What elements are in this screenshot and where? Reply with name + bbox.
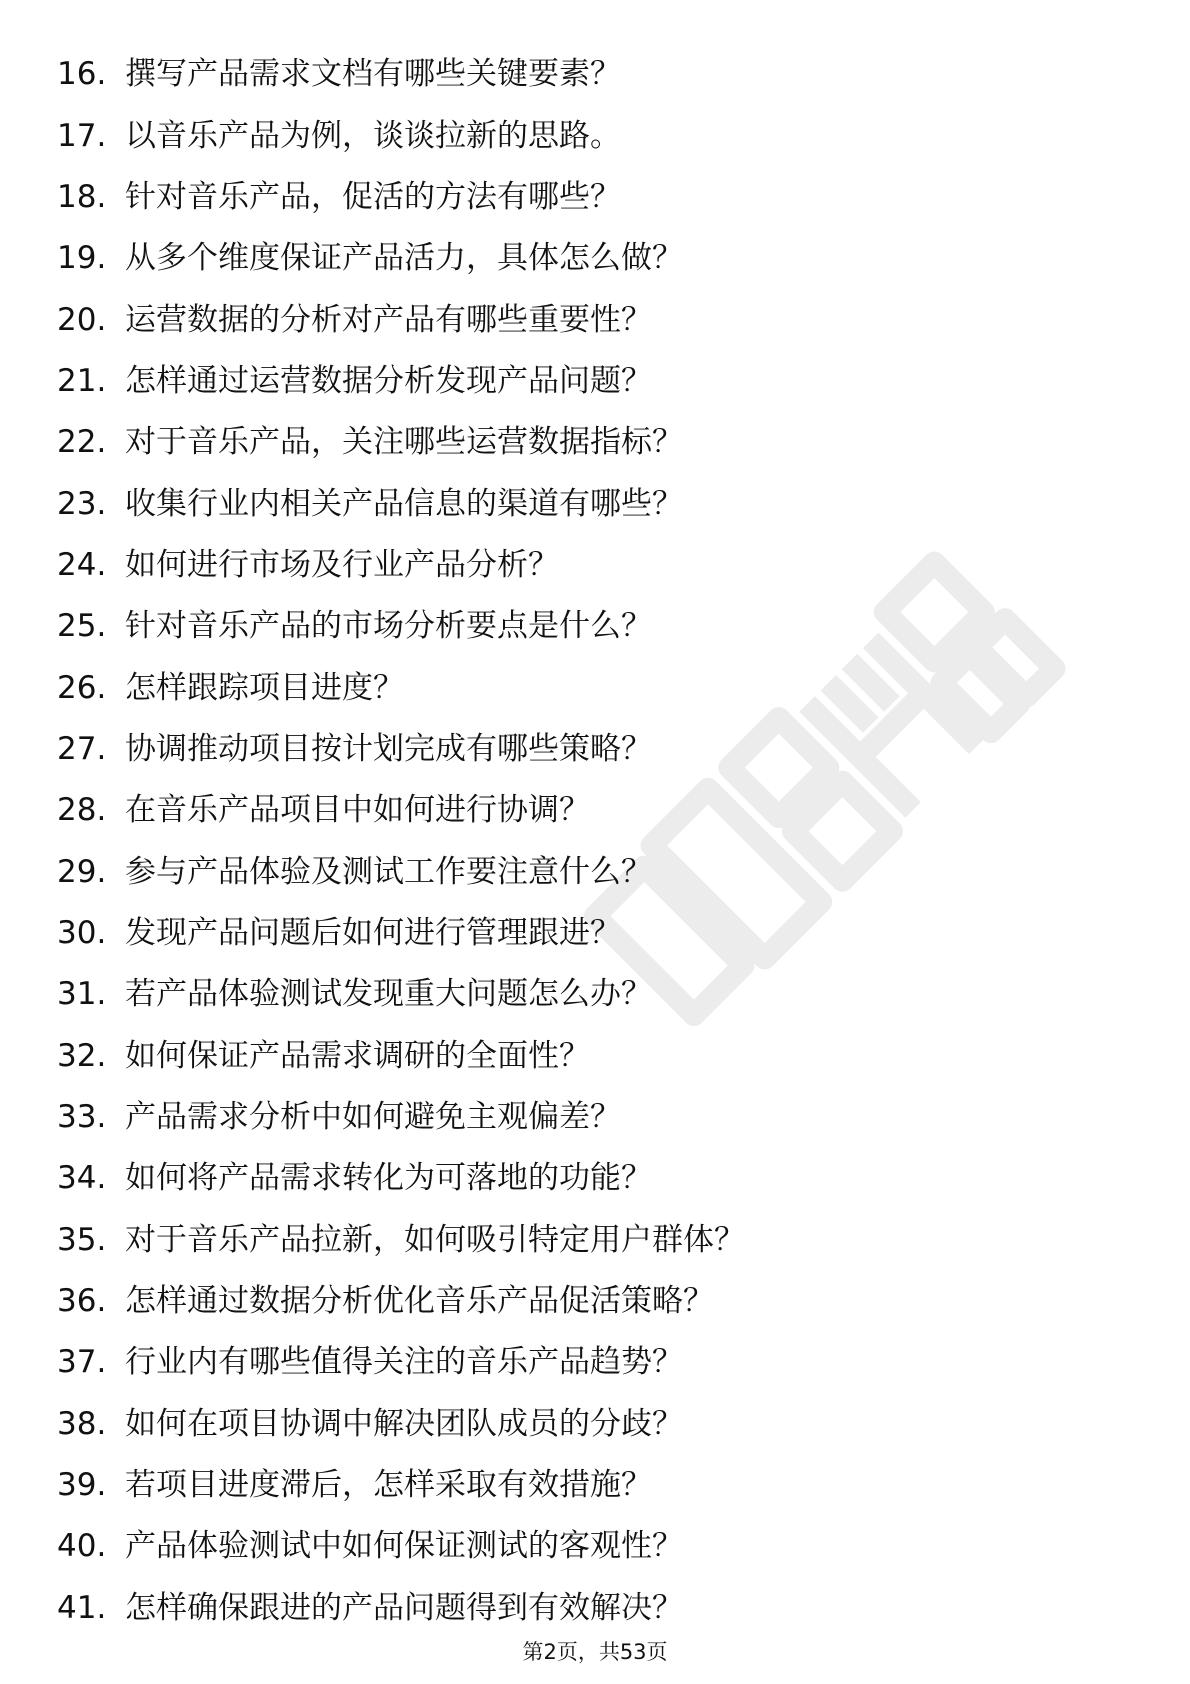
question-text: 收集行业内相关产品信息的渠道有哪些？ [125, 485, 683, 522]
question-number: 38. [57, 1405, 107, 1442]
question-item [57, 351, 1137, 412]
question-text: 如何将产品需求转化为可落地的功能？ [125, 1160, 652, 1197]
question-text: 对于音乐产品拉新，如何吸引特定用户群体？ [125, 1221, 745, 1258]
question-item [57, 412, 1137, 473]
question-item [57, 1332, 1137, 1393]
question-item [57, 105, 1137, 166]
question-number: 40. [57, 1528, 107, 1565]
question-text: 参与产品体验及测试工作要注意什么？ [125, 853, 652, 890]
question-number: 17. [57, 117, 107, 154]
question-text: 从多个维度保证产品活力，具体怎么做？ [125, 240, 683, 277]
question-item [57, 657, 1137, 718]
question-item [57, 1148, 1137, 1209]
question-text: 撰写产品需求文档有哪些关键要素？ [125, 56, 621, 93]
question-text: 协调推动项目按计划完成有哪些策略？ [125, 730, 652, 767]
question-item [57, 719, 1137, 780]
question-item [57, 780, 1137, 841]
question-text: 在音乐产品项目中如何进行协调？ [125, 792, 590, 829]
question-text: 产品需求分析中如何避免主观偏差？ [125, 1099, 621, 1136]
question-item [57, 1394, 1137, 1455]
question-item [57, 167, 1137, 228]
question-text: 以音乐产品为例，谈谈拉新的思路。 [125, 117, 621, 154]
question-number: 22. [57, 424, 107, 461]
question-number: 31. [57, 976, 107, 1013]
question-text: 如何保证产品需求调研的全面性？ [125, 1037, 590, 1074]
question-item [57, 473, 1137, 534]
question-number: 21. [57, 362, 107, 399]
question-number: 26. [57, 669, 107, 706]
question-number: 32. [57, 1037, 107, 1074]
question-number: 16. [57, 56, 107, 93]
question-number: 29. [57, 853, 107, 890]
question-item [57, 535, 1137, 596]
question-text: 对于音乐产品，关注哪些运营数据指标？ [125, 424, 683, 461]
question-item [57, 1578, 1137, 1639]
question-number: 27. [57, 730, 107, 767]
question-item [57, 1455, 1137, 1516]
question-number: 39. [57, 1467, 107, 1504]
question-number: 30. [57, 914, 107, 951]
question-number: 35. [57, 1221, 107, 1258]
question-item [57, 1210, 1137, 1271]
question-text: 如何进行市场及行业产品分析？ [125, 546, 559, 583]
question-item [57, 44, 1137, 105]
question-list [57, 44, 1137, 1639]
question-text: 若产品体验测试发现重大问题怎么办？ [125, 976, 652, 1013]
question-text: 行业内有哪些值得关注的音乐产品趋势？ [125, 1344, 683, 1381]
question-text: 怎样通过运营数据分析发现产品问题？ [125, 362, 652, 399]
question-item [57, 1026, 1137, 1087]
question-number: 37. [57, 1344, 107, 1381]
question-text: 怎样通过数据分析优化音乐产品促活策略？ [125, 1283, 714, 1320]
question-item [57, 289, 1137, 350]
question-number: 25. [57, 608, 107, 645]
question-item [57, 228, 1137, 289]
question-item [57, 903, 1137, 964]
question-item [57, 1271, 1137, 1332]
question-number: 19. [57, 240, 107, 277]
question-number: 28. [57, 792, 107, 829]
question-text: 怎样跟踪项目进度？ [125, 669, 404, 706]
question-text: 如何在项目协调中解决团队成员的分歧？ [125, 1405, 683, 1442]
question-item [57, 1087, 1137, 1148]
question-number: 34. [57, 1160, 107, 1197]
question-text: 针对音乐产品，促活的方法有哪些？ [125, 178, 621, 215]
question-text: 产品体验测试中如何保证测试的客观性？ [125, 1528, 683, 1565]
question-text: 怎样确保跟进的产品问题得到有效解决？ [125, 1589, 683, 1626]
question-number: 18. [57, 178, 107, 215]
question-text: 运营数据的分析对产品有哪些重要性？ [125, 301, 652, 338]
question-item [57, 1516, 1137, 1577]
question-number: 33. [57, 1099, 107, 1136]
question-item [57, 964, 1137, 1025]
question-text: 发现产品问题后如何进行管理跟进？ [125, 914, 621, 951]
question-number: 41. [57, 1589, 107, 1626]
question-text: 若项目进度滞后，怎样采取有效措施？ [125, 1467, 652, 1504]
question-number: 24. [57, 546, 107, 583]
question-number: 36. [57, 1283, 107, 1320]
question-number: 23. [57, 485, 107, 522]
question-item [57, 596, 1137, 657]
page-footer: 第2页，共53页 [522, 1640, 668, 1664]
question-item [57, 841, 1137, 902]
question-number: 20. [57, 301, 107, 338]
question-text: 针对音乐产品的市场分析要点是什么？ [125, 608, 652, 645]
